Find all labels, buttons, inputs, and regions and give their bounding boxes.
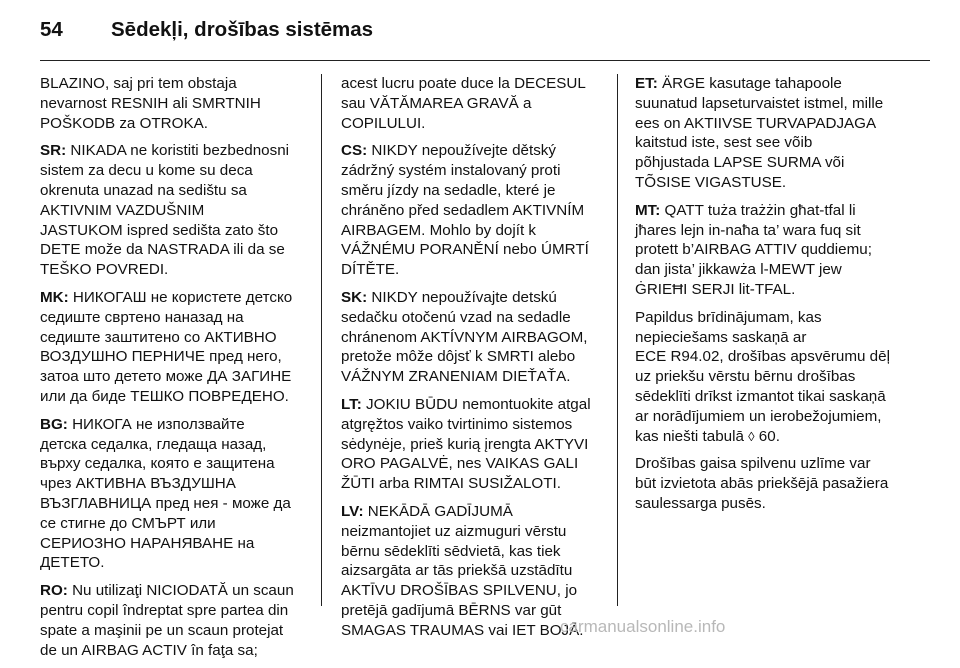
language-label: CS: (341, 142, 368, 160)
text-line: neizmantojiet uz aizmuguri vērstu (341, 522, 567, 540)
column-divider (617, 74, 618, 606)
language-label: ET: (635, 75, 658, 92)
text-line: nepieciešams saskaņā ar (635, 328, 807, 346)
header-rule (40, 60, 930, 61)
text-line: sistem za decu u kome su deca (40, 162, 253, 180)
text-line: TEŠKO POVREDI. (40, 261, 169, 279)
paragraph-cs (341, 141, 610, 280)
paragraph-label-location (635, 454, 930, 513)
paragraph-bg (40, 415, 310, 573)
paragraph-ro (40, 581, 310, 660)
paragraph-sl-continued (40, 74, 310, 133)
language-label: SR: (40, 142, 67, 160)
text-line: aizsargāta ar tās priekšā uzstādītu (341, 562, 573, 580)
text-line: saulessarga pusēs. (635, 494, 766, 512)
text-line: SMAGAS TRAUMAS vai IET BOJĀ. (341, 621, 584, 639)
text-line: BLAZINO, saj pri tem obstaja (40, 75, 237, 92)
text-line: LT: JOKIU BŪDU nemontuokite atgal (341, 395, 591, 413)
text-line: COPILULUI. (341, 114, 426, 132)
text-line: kaitstud iste, sest see võib (635, 134, 813, 152)
paragraph-sk (341, 288, 610, 387)
column-3 (635, 74, 930, 522)
text-line: MK: НИКОГАШ не користете детско (40, 288, 293, 306)
text-line: Papildus brīdinājumam, kas (635, 308, 822, 326)
paragraph-mk (40, 288, 310, 407)
column-2 (341, 74, 610, 649)
text-line: седиште заштитено со АКТИВНО (40, 328, 277, 346)
language-label: MT: (635, 201, 661, 219)
text-line: чрез АКТИВНА ВЪЗДУШНА (40, 475, 236, 493)
language-label: LT: (341, 395, 362, 413)
language-label: SK: (341, 288, 368, 306)
text-line: MT: QATT tuża trażżin għat-tfal li (635, 201, 856, 219)
text-line: sedačku otočenú vzad na sedadle (341, 308, 571, 326)
text-line: spate a maşinii pe un scaun protejat (40, 621, 284, 639)
text-line: pentru copil îndreptat spre partea din (40, 601, 289, 619)
page-number: 54 (40, 18, 63, 41)
text-line: suunatud lapseturvaistet istmel, mille (635, 94, 884, 112)
text-line: bērnu sēdeklīti sēdvietā, kas tiek (341, 542, 561, 560)
column-1 (40, 74, 310, 668)
text-line: ŽŪTI arba RIMTAI SUSIŽALOTI. (341, 475, 561, 493)
language-label: RO: (40, 582, 68, 600)
text-line: pretējā gadījumā BĒRNS var gūt (341, 601, 562, 619)
text-line: POŠKODB za OTROKA. (40, 114, 208, 132)
text-line: zádržný systém instalovaný proti (341, 162, 561, 180)
text-line: SR: NIKADA ne koristiti bezbednosni (40, 142, 290, 160)
language-label: MK: (40, 288, 69, 306)
text-line: kas niešti tabulā ◊ 60. (635, 427, 780, 445)
paragraph-mt (635, 201, 930, 300)
text-line: DÍTĚTE. (341, 261, 400, 279)
paragraph-additional-info (635, 308, 930, 447)
text-line: се стигне до СМЪРТ или (40, 514, 216, 532)
text-line: atgręžtos vaiko tvirtinimo sistemos (341, 415, 573, 433)
text-line: protett b’AIRBAG ATTIV quddiemu; (635, 241, 872, 259)
text-line: седиште свртено наназад на (40, 308, 244, 326)
text-line: směru jízdy na sedadle, které je (341, 181, 556, 199)
text-line: būt izvietota abās priekšējā pasažiera (635, 475, 889, 493)
text-line: ECE R94.02, drošības apsvērumu dēļ (635, 348, 890, 366)
text-line: ĠRIEĦI SERJI lit-TFAL. (635, 280, 796, 298)
paragraph-ro-continued (341, 74, 610, 133)
text-line: nevarnost RESNIH ali SMRTNIH (40, 94, 261, 112)
watermark: carmanualsonline.info (560, 617, 726, 636)
paragraph-et (635, 74, 930, 193)
column-divider (321, 74, 322, 606)
page-header (40, 18, 373, 42)
text-line: ET: ÄRGE kasutage tahapoole (635, 75, 842, 92)
text-line: затоа што детето може ДА ЗАГИНЕ (40, 368, 292, 386)
text-line: sēdeklīti drīkst izmantot tikai saskaņā (635, 387, 886, 405)
text-line: CS: NIKDY nepoužívejte dětský (341, 142, 556, 160)
text-line: DETE može da NASTRADA ili da se (40, 241, 285, 259)
text-line: VÁŽNYM ZRANENIAM DIEŤAŤA. (341, 368, 571, 386)
text-line: LV: NEKĀDĀ GADĪJUMĀ (341, 502, 513, 520)
page-title: Sēdekļi, drošības sistēmas (111, 18, 374, 41)
text-line: детска седалка, гледаща назад, (40, 435, 267, 453)
language-label: LV: (341, 502, 364, 520)
text-line: SK: NIKDY nepoužívajte detskú (341, 288, 557, 306)
text-line: ВОЗДУШНО ПЕРНИЧЕ пред него, (40, 348, 282, 366)
text-line: върху седалка, която е защитена (40, 455, 275, 473)
text-line: ORO PAGALVĖ, nes VAIKAS GALI (341, 455, 579, 473)
text-line: VÁŽNÉMU PORANĚNÍ nebo ÚMRTÍ (341, 241, 589, 259)
text-line: de un AIRBAG ACTIV în faţa sa; (40, 641, 258, 659)
text-line: chráněno před sedadlem AKTIVNÍM (341, 201, 585, 219)
text-line: jħares lejn in-naħa ta’ wara fuq sit (635, 221, 861, 239)
text-line: СЕРИОЗНО НАРАНЯВАНЕ на (40, 534, 255, 552)
text-line: pretože môže dôjsť k SMRTI alebo (341, 348, 576, 366)
paragraph-sr (40, 141, 310, 280)
text-line: ДЕТЕТО. (40, 554, 105, 572)
text-line: TÕSISE VIGASTUSE. (635, 173, 787, 191)
text-line: или да биде ТЕШКО ПОВРЕДЕНО. (40, 387, 289, 405)
text-line: okrenuta unazad na sedištu sa (40, 181, 247, 199)
text-line: ees on AKTIIVSE TURVAPADJAGA (635, 114, 877, 132)
text-line: AKTĪVU DROŠĪBAS SPILVENU, jo (341, 582, 578, 600)
text-line: RO: Nu utilizaţi NICIODATĂ un scaun (40, 582, 294, 600)
text-line: JASTUKOM ispred sedišta zato što (40, 221, 279, 239)
text-line: Drošības gaisa spilvenu uzlīme var (635, 455, 871, 473)
text-line: chránenom AKTÍVNYM AIRBAGOM, (341, 328, 588, 346)
text-line: põhjustada LAPSE SURMA või (635, 154, 845, 172)
text-line: AKTIVNIM VAZDUŠNIM (40, 201, 205, 219)
language-label: BG: (40, 415, 68, 433)
text-line: acest lucru poate duce la DECESUL (341, 75, 586, 92)
text-line: uz priekšu vērstu bērnu drošības (635, 368, 856, 386)
text-line: BG: НИКОГА не използвайте (40, 415, 245, 433)
paragraph-lt (341, 395, 610, 494)
text-line: ВЪЗГЛАВНИЦА пред нея - може да (40, 494, 291, 512)
text-line: ar norādījumiem un ierobežojumiem, (635, 407, 882, 425)
text-line: dan jista’ jikkawża l-MEWT jew (635, 261, 842, 279)
text-line: sau VĂTĂMAREA GRAVĂ a (341, 94, 532, 112)
text-line: sėdynėje, prieš kurią įrengta AKTYVI (341, 435, 589, 453)
page-reference-arrow-icon: ◊ (748, 428, 755, 444)
text-line: AIRBAGEM. Mohlo by dojít k (341, 221, 536, 239)
